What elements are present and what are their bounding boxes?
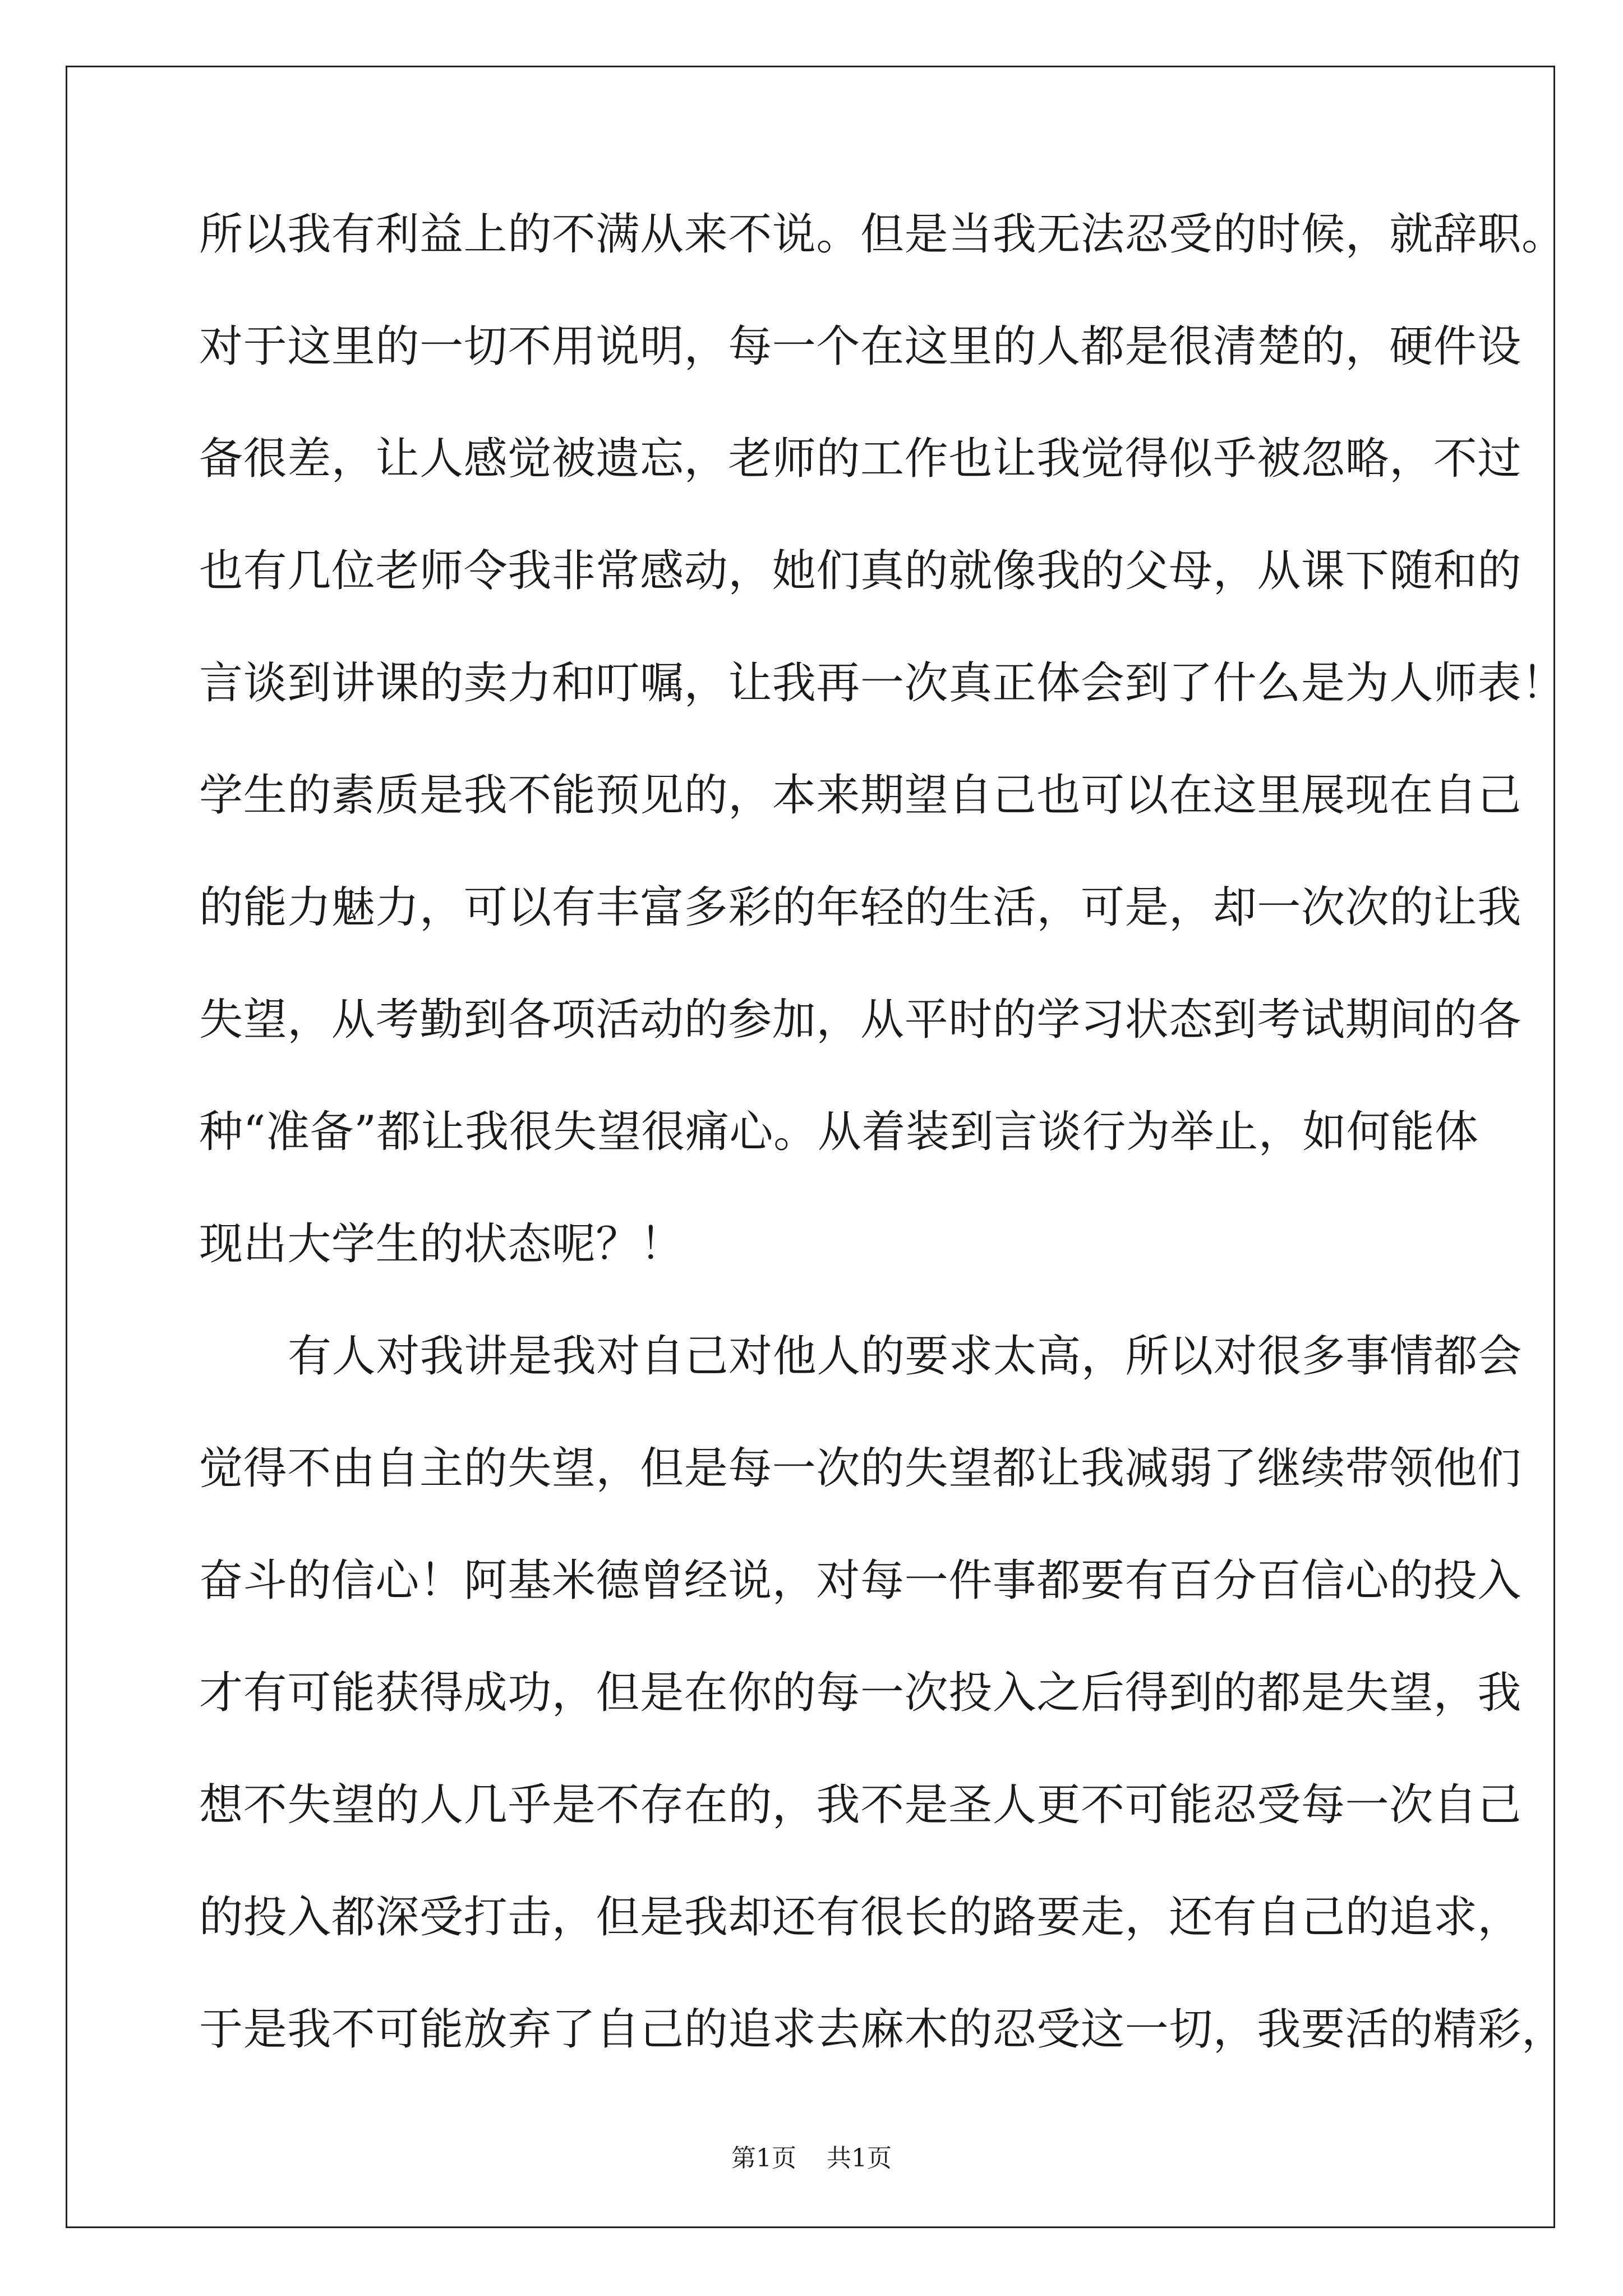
paragraph-first-line: 有人对我讲是我对自己对他人的要求太高，所以对很多事情都会 <box>288 1331 1522 1382</box>
text-line: 学生的素质是我不能预见的，本来期望自己也可以在这里展现在自己 <box>199 770 1522 821</box>
text-line: 现出大学生的状态呢？！ <box>199 1219 684 1269</box>
text-line: 于是我不可能放弃了自己的追求去麻木的忍受这一切，我要活的精彩， <box>199 2004 1566 2055</box>
text-line: 失望，从考勤到各项活动的参加，从平时的学习状态到考试期间的各 <box>199 995 1522 1045</box>
text-line: 对于这里的一切不用说明，每一个在这里的人都是很清楚的，硬件设 <box>199 321 1522 372</box>
page-number: 第1页 <box>731 2144 796 2173</box>
text-line: 言谈到讲课的卖力和叮嘱，让我再一次真正体会到了什么是为人师表！ <box>199 658 1566 708</box>
text-line: 备很差，让人感觉被遗忘，老师的工作也让我觉得似乎被忽略，不过 <box>199 434 1522 484</box>
page-total: 共1页 <box>827 2144 892 2173</box>
text-line: 觉得不由自主的失望，但是每一次的失望都让我减弱了继续带领他们 <box>199 1443 1522 1494</box>
document-body <box>199 178 1566 2086</box>
text-line: 的投入都深受打击，但是我却还有很长的路要走，还有自己的追求， <box>199 1892 1522 1943</box>
text-line: 想不失望的人几乎是不存在的，我不是圣人更不可能忍受每一次自己 <box>199 1780 1522 1830</box>
page-footer <box>0 2142 1623 2175</box>
text-line: 才有可能获得成功，但是在你的每一次投入之后得到的都是失望，我 <box>199 1668 1522 1718</box>
text-line: 所以我有利益上的不满从来不说。但是当我无法忍受的时候，就辞职。 <box>199 209 1566 260</box>
text-line: 奋斗的信心！阿基米德曾经说，对每一件事都要有百分百信心的投入 <box>199 1556 1522 1606</box>
text-line: 种“准备”都让我很失望很痛心。从着装到言谈行为举止，如何能体 <box>199 1107 1479 1157</box>
text-line: 的能力魅力，可以有丰富多彩的年轻的生活，可是，却一次次的让我 <box>199 882 1522 933</box>
text-line: 也有几位老师令我非常感动，她们真的就像我的父母，从课下随和的 <box>199 546 1522 596</box>
